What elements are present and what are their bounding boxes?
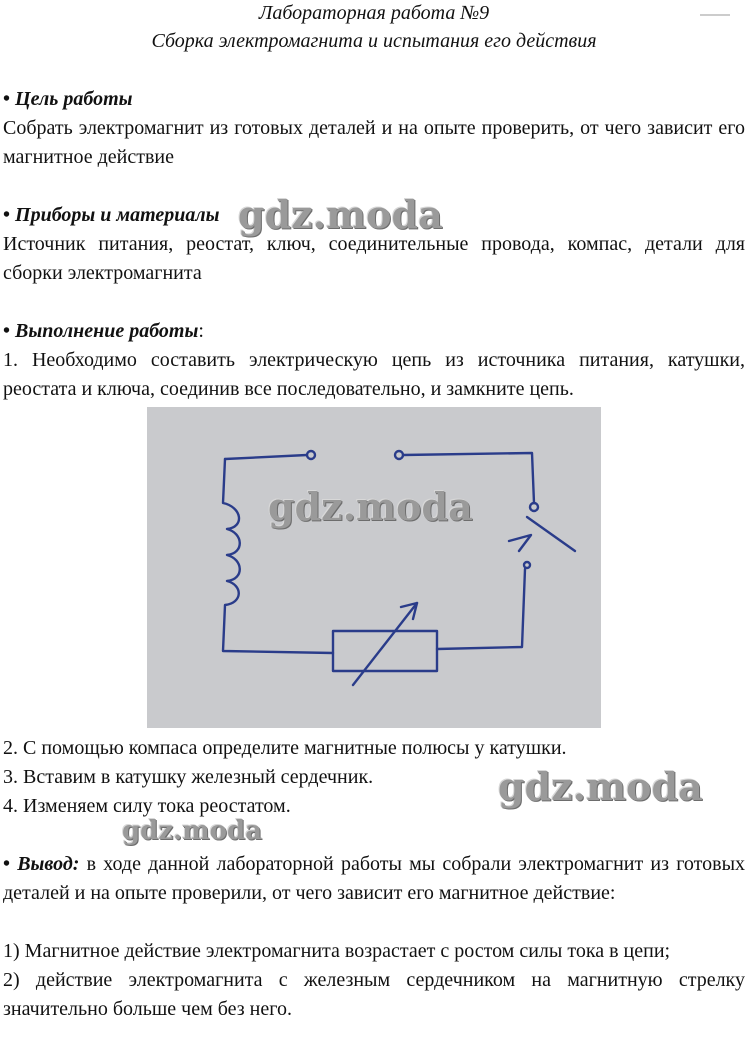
lab-title: Лабораторная работа №9 <box>258 2 490 24</box>
step-2: 2. С помощью компаса определите магнитные полюсы у катушки. <box>3 737 567 759</box>
terminal-right <box>395 451 403 459</box>
watermark: gdz.moda <box>122 816 263 846</box>
materials-text: Источник питания, реостат, ключ, соединительные провода, компас, детали для сборки электромагнита <box>3 233 745 284</box>
circuit-photo <box>147 407 601 728</box>
watermark: gdz.moda <box>498 764 703 809</box>
bullet: • <box>3 320 11 342</box>
conclusion-item-2: 2) действие электромагнита с железным сердечником на магнитную стрелку значительно больше чем без него. <box>3 969 745 1020</box>
goal-heading <box>3 86 133 112</box>
step-3: 3. Вставим в катушку железный сердечник. <box>3 766 374 788</box>
wire-bottom-right <box>437 569 525 649</box>
circuit-diagram <box>147 407 601 728</box>
procedure-heading <box>3 318 204 344</box>
conclusion-text <box>3 850 745 908</box>
lab-subtitle: Сборка электромагнита и испытания его действия <box>151 30 597 52</box>
step-4: 4. Изменяем силу тока реостатом. <box>3 795 291 817</box>
switch-arrow <box>509 535 531 551</box>
switch-contact-bottom <box>524 562 530 568</box>
conclusion-body: в ходе данной лабораторной работы мы собрали электромагнит из готовых деталей и на опыте проверили, от чего зависит его магнитное действие: <box>3 853 746 904</box>
conclusion-heading: Вывод: <box>17 853 80 875</box>
step-1: 1. Необходимо составить электрическую цепь из источника питания, катушки, реостата и ключа, соединив все последовательно, и замкните цепь. <box>3 349 745 400</box>
watermark: gdz.moda <box>268 484 473 529</box>
goal-heading-text: Цель работы <box>15 88 133 110</box>
materials-heading-text: Приборы и материалы <box>15 204 220 226</box>
procedure-colon: : <box>198 320 204 342</box>
goal-text: Собрать электромагнит из готовых деталей и на опыте проверить, от чего зависит его магнитное действие <box>3 117 745 168</box>
wire-top-left <box>225 455 307 459</box>
conclusion-item-1: 1) Магнитное действие электромагнита возрастает с ростом силы тока в цепи; <box>3 940 671 962</box>
watermark: gdz.moda <box>238 192 443 237</box>
bullet: • <box>3 88 11 110</box>
switch-contact-top <box>530 503 538 511</box>
bullet: • <box>3 204 11 226</box>
rheostat-arrow <box>353 603 417 685</box>
rheostat <box>333 631 437 671</box>
switch-blade <box>527 517 575 551</box>
materials-heading <box>3 202 220 228</box>
bullet: • <box>3 853 11 875</box>
procedure-heading-text: Выполнение работы <box>15 320 199 342</box>
